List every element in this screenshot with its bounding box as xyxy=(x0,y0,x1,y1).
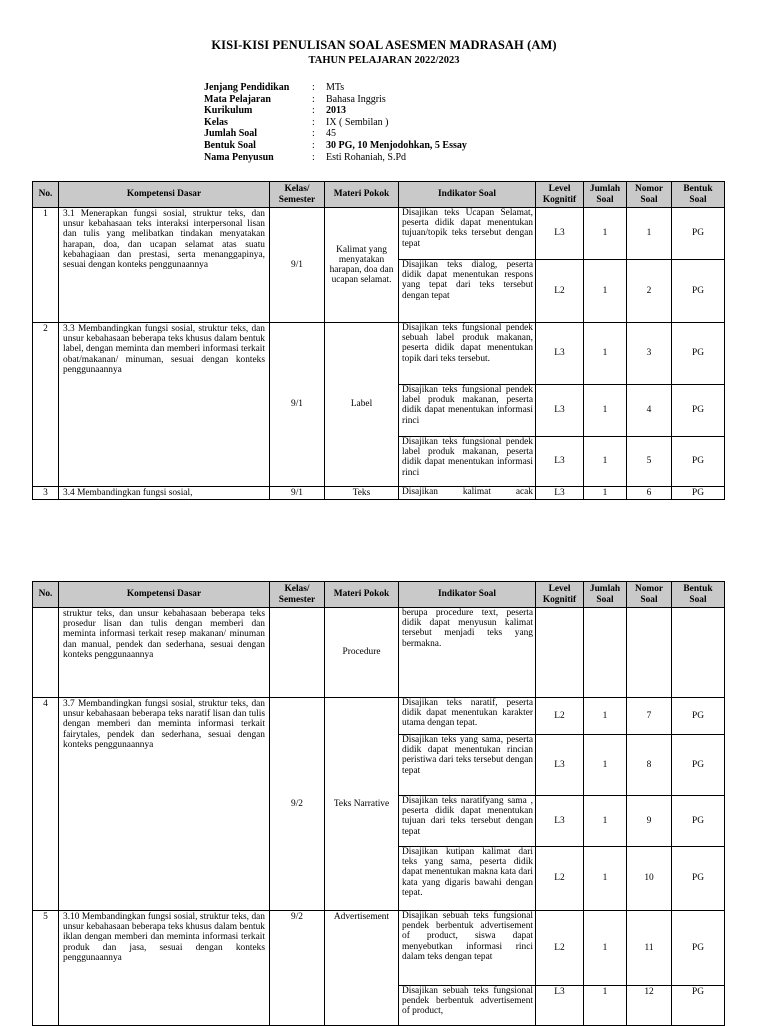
cell-nomor: 11 xyxy=(627,911,672,986)
table-header-row xyxy=(33,182,725,208)
cell-level: L3 xyxy=(536,735,584,796)
cell-kompetensi-dasar: struktur teks, dan unsur kebahasaan beberapa teks prosedur lisan dan tulis dengan memberi dan meminta informasi terkait resep makanan/ minuman dan manual, pendek dan sederhana, sesuai dengan konteks penggunaannya xyxy=(59,608,270,698)
cell-materi: Advertisement xyxy=(325,911,399,1026)
col-header-jumlah: Jumlah Soal xyxy=(584,582,627,608)
cell-level: L3 xyxy=(536,487,584,500)
meta-colon: : xyxy=(312,116,315,128)
meta-row-bentuk xyxy=(204,140,467,152)
cell-bentuk: PG xyxy=(672,260,725,323)
meta-label: Mata Pelajaran xyxy=(204,93,271,105)
cell-nomor: 5 xyxy=(627,437,672,487)
cell-jumlah: 1 xyxy=(584,385,627,437)
cell-materi: Procedure xyxy=(325,608,399,698)
meta-row-penyusun xyxy=(204,152,467,164)
cell-jumlah: 1 xyxy=(584,847,627,911)
cell-level: L3 xyxy=(536,986,584,1026)
cell-indikator: Disajikan teks fungsional pendek label produk makanan, peserta didik dapat menentukan informasi rinci xyxy=(399,385,536,437)
meta-label: Jenjang Pendidikan xyxy=(204,82,290,93)
cell-nomor: 2 xyxy=(627,260,672,323)
col-header-jumlah: Jumlah Soal xyxy=(584,182,627,208)
cell-no: 2 xyxy=(33,323,59,487)
cell-jumlah: 1 xyxy=(584,487,627,500)
cell-materi: Teks Narrative xyxy=(325,698,399,911)
cell-level: L3 xyxy=(536,323,584,385)
cell-nomor: 6 xyxy=(627,487,672,500)
meta-label: Bentuk Soal xyxy=(204,139,256,151)
col-header-kd: Kompetensi Dasar xyxy=(59,182,270,208)
cell-level xyxy=(536,608,584,698)
table-row xyxy=(33,698,725,735)
cell-jumlah: 1 xyxy=(584,437,627,487)
cell-kompetensi-dasar: 3.3 Membandingkan fungsi sosial, struktur teks, dan unsur kebahasaan beberapa teks khusus dalam bentuk label, dengan meminta dan memberi informasi terkait obat/makanan/ minuman, sesuai dengan konteks penggunaannya xyxy=(59,323,270,487)
cell-no xyxy=(33,608,59,698)
cell-materi: Teks xyxy=(325,487,399,500)
cell-jumlah xyxy=(584,608,627,698)
meta-label: Kurikulum xyxy=(204,105,253,117)
meta-value: 2013 xyxy=(326,105,346,117)
cell-jumlah: 1 xyxy=(584,260,627,323)
cell-indikator: Disajikan kalimat acak xyxy=(399,487,536,500)
col-header-indikator: Indikator Soal xyxy=(399,582,536,608)
cell-kelas: 9/2 xyxy=(270,698,325,911)
kisi-table-page-1 xyxy=(32,181,725,500)
cell-kompetensi-dasar: 3.4 Membandingkan fungsi sosial, xyxy=(59,487,270,500)
meta-value: 45 xyxy=(326,128,336,140)
col-header-materi: Materi Pokok xyxy=(325,182,399,208)
meta-colon: : xyxy=(312,139,315,151)
col-header-nomor: Nomor Soal xyxy=(627,182,672,208)
col-header-bentuk: Bentuk Soal xyxy=(672,182,725,208)
cell-indikator: Disajikan teks naratifyang sama , peserta didik dapat menentukan tujuan dari teks tersebut dengan tepat xyxy=(399,796,536,847)
meta-value: Esti Rohaniah, S.Pd xyxy=(326,151,407,163)
cell-indikator: Disajikan sebuah teks fungsional pendek berbentuk advertisement of product, xyxy=(399,986,536,1026)
meta-row-mapel xyxy=(204,94,467,106)
meta-value: IX ( Sembilan ) xyxy=(326,116,389,128)
col-header-indikator: Indikator Soal xyxy=(399,182,536,208)
cell-nomor: 8 xyxy=(627,735,672,796)
meta-value: Bahasa Inggris xyxy=(326,93,386,105)
table-row xyxy=(33,487,725,500)
cell-no: 4 xyxy=(33,698,59,911)
cell-level: L3 xyxy=(536,437,584,487)
cell-bentuk: PG xyxy=(672,911,725,986)
col-header-no: No. xyxy=(33,582,59,608)
col-header-kelas: Kelas/ Semester xyxy=(270,182,325,208)
cell-kelas xyxy=(270,608,325,698)
cell-indikator: berupa procedure text, peserta didik dapat menyusun kalimat tersebut menjadi teks yang bermakna. xyxy=(399,608,536,698)
cell-jumlah: 1 xyxy=(584,911,627,986)
cell-materi: Kalimat yang menyatakan harapan, doa dan ucapan selamat. xyxy=(325,208,399,323)
cell-bentuk: PG xyxy=(672,487,725,500)
col-header-nomor: Nomor Soal xyxy=(627,582,672,608)
col-header-materi: Materi Pokok xyxy=(325,582,399,608)
document-meta xyxy=(204,82,467,163)
meta-label: Jumlah Soal xyxy=(204,128,258,140)
cell-kompetensi-dasar: 3.10 Membandingkan fungsi sosial, struktur teks, dan unsur kebahasaan beberapa teks khusus dalam bentuk iklan dengan memberi dan meminta informasi terkait produk dan jasa, sesuai dengan konteks penggunaannya xyxy=(59,911,270,1026)
cell-bentuk: PG xyxy=(672,986,725,1026)
meta-value: MTs xyxy=(326,82,345,93)
cell-materi: Label xyxy=(325,323,399,487)
cell-indikator: Disajikan teks naratif, peserta didik dapat menentukan karakter utama dengan tepat. xyxy=(399,698,536,735)
cell-kelas: 9/1 xyxy=(270,487,325,500)
col-header-level: Level Kognitif xyxy=(536,182,584,208)
cell-bentuk: PG xyxy=(672,796,725,847)
table-row xyxy=(33,208,725,260)
cell-nomor: 7 xyxy=(627,698,672,735)
cell-level: L3 xyxy=(536,208,584,260)
cell-no: 1 xyxy=(33,208,59,323)
cell-level: L3 xyxy=(536,796,584,847)
cell-nomor: 9 xyxy=(627,796,672,847)
col-header-kelas: Kelas/ Semester xyxy=(270,582,325,608)
cell-kompetensi-dasar: 3.1 Menerapkan fungsi sosial, struktur teks, dan unsur kebahasaan teks interaksi interpersonal lisan dan tulis yang melibatkan tindakan menyatakan harapan, doa, dan ucapan selamat atas suatu kebahagiaan dan prestasi, serta menanggapinya, sesuai dengan konteks penggunaannya xyxy=(59,208,270,323)
table-row xyxy=(33,911,725,986)
cell-jumlah: 1 xyxy=(584,698,627,735)
cell-nomor xyxy=(627,608,672,698)
cell-indikator: Disajikan kutipan kalimat dari teks yang sama, peserta didik dapat menentukan makna kata dari kata yang digaris bawahi dengan tepat. xyxy=(399,847,536,911)
meta-colon: : xyxy=(312,82,315,93)
cell-bentuk xyxy=(672,608,725,698)
meta-value: 30 PG, 10 Menjodohkan, 5 Essay xyxy=(326,139,467,151)
meta-row-kurikulum xyxy=(204,105,467,117)
meta-row-jumlah xyxy=(204,128,467,140)
cell-level: L2 xyxy=(536,260,584,323)
meta-row-jenjang xyxy=(204,82,467,94)
cell-kompetensi-dasar: 3.7 Membandingkan fungsi sosial, struktur teks, dan unsur kebahasaan beberapa teks naratif lisan dan tulis dengan memberi dan meminta informasi terkait fairytales, pendek dan sederhana, sesuai dengan konteks penggunaannya xyxy=(59,698,270,911)
cell-nomor: 3 xyxy=(627,323,672,385)
document-title: KISI-KISI PENULISAN SOAL ASESMEN MADRASAH (AM) xyxy=(211,38,557,52)
table-row xyxy=(33,608,725,698)
cell-kelas: 9/2 xyxy=(270,911,325,1026)
cell-level: L2 xyxy=(536,847,584,911)
cell-bentuk: PG xyxy=(672,437,725,487)
cell-bentuk: PG xyxy=(672,385,725,437)
cell-kelas: 9/1 xyxy=(270,323,325,487)
col-header-level: Level Kognitif xyxy=(536,582,584,608)
cell-jumlah: 1 xyxy=(584,735,627,796)
cell-indikator: Disajikan teks fungsional pendek label produk makanan, peserta didik dapat menentukan informasi rinci xyxy=(399,437,536,487)
cell-bentuk: PG xyxy=(672,847,725,911)
cell-jumlah: 1 xyxy=(584,323,627,385)
meta-label: Nama Penyusun xyxy=(204,151,274,163)
meta-row-kelas xyxy=(204,117,467,129)
col-header-no: No. xyxy=(33,182,59,208)
meta-colon: : xyxy=(312,151,315,163)
cell-bentuk: PG xyxy=(672,208,725,260)
cell-bentuk: PG xyxy=(672,735,725,796)
cell-nomor: 1 xyxy=(627,208,672,260)
document-subtitle: TAHUN PELAJARAN 2022/2023 xyxy=(308,55,460,66)
meta-colon: : xyxy=(312,105,315,117)
cell-jumlah: 1 xyxy=(584,796,627,847)
cell-nomor: 12 xyxy=(627,986,672,1026)
cell-level: L2 xyxy=(536,911,584,986)
cell-nomor: 4 xyxy=(627,385,672,437)
cell-indikator: Disajikan teks dialog, peserta didik dapat menentukan respons yang tepat dari teks tersebut dengan tepat xyxy=(399,260,536,323)
table-header-row xyxy=(33,582,725,608)
cell-bentuk: PG xyxy=(672,698,725,735)
col-header-bentuk: Bentuk Soal xyxy=(672,582,725,608)
cell-no: 5 xyxy=(33,911,59,1026)
cell-kelas: 9/1 xyxy=(270,208,325,323)
cell-no: 3 xyxy=(33,487,59,500)
cell-indikator: Disajikan sebuah teks fungsional pendek berbentuk advertisement of product, siswa dapat menyebutkan informasi rinci dalam teks dengan tepat xyxy=(399,911,536,986)
meta-colon: : xyxy=(312,93,315,105)
cell-jumlah: 1 xyxy=(584,208,627,260)
cell-nomor: 10 xyxy=(627,847,672,911)
col-header-kd: Kompetensi Dasar xyxy=(59,582,270,608)
table-row xyxy=(33,323,725,385)
cell-level: L2 xyxy=(536,698,584,735)
meta-label: Kelas xyxy=(204,116,228,128)
cell-bentuk: PG xyxy=(672,323,725,385)
meta-colon: : xyxy=(312,128,315,140)
cell-indikator: Disajikan teks fungsional pendek sebuah label produk makanan, peserta didik dapat menentukan topik dari teks tersebut. xyxy=(399,323,536,385)
cell-indikator: Disajikan teks Ucapan Selamat, peserta didik dapat menentukan tujuan/topik teks tersebut dengan tepat xyxy=(399,208,536,260)
cell-jumlah: 1 xyxy=(584,986,627,1026)
cell-indikator: Disajikan teks yang sama, peserta didik dapat menentukan rincian peristiwa dari teks tersebut dengan tepat xyxy=(399,735,536,796)
kisi-table-page-2 xyxy=(32,581,725,1026)
cell-level: L3 xyxy=(536,385,584,437)
